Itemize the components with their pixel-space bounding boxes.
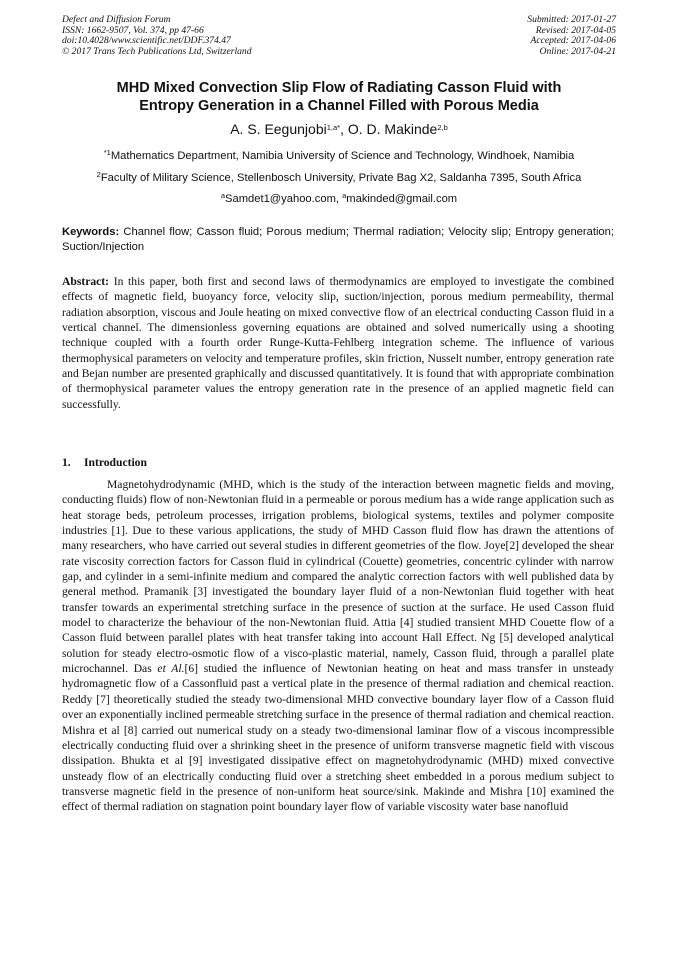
author-1: A. S. Eegunjobi [230, 121, 327, 137]
keywords-block [62, 225, 614, 255]
accepted-date: Accepted: 2017-04-06 [530, 35, 616, 47]
affiliation-1-marker: *1 [103, 148, 111, 157]
journal-header-left [62, 15, 252, 57]
affiliation-2 [30, 171, 648, 185]
email-a[interactable]: Samdet1@yahoo.com, [225, 193, 343, 205]
doi-line[interactable]: doi:10.4028/www.scientific.net/DDF.374.47 [62, 35, 231, 47]
email-b-marker: a [342, 191, 347, 200]
abstract-block [62, 274, 614, 412]
keywords-label: Keywords: [62, 226, 120, 238]
introduction-body [62, 477, 614, 815]
intro-text-part-1: Magnetohydrodynamic (MHD, which is the study of the interaction between magnetic fields and moving, conducting fluids) flow of non-Newtonian fluid in a permeable or porous medium has a wide range application such as heat storage beds, petroleum processes, irrigation problems, biological systems, textiles and polymer composite industries [1]. Due to these various applications, the study of MHD Casson fluid flow has drawn the attentions of many researchers, who have carried out several studies in different geometries of the flow. Joye[2] developed the shear rate viscosity correction factors for Casson fluid in cylindrical (Couette) geometries, concentric cylinder with narrow gap, and cylinder in a semi-infinite medium and compared the analytic correction factors with well published data by general method. Pramanik [3] investigated the boundary layer fluid of a non-Newtonian fluid together with heat transfer towards an experimental stretching surface in the presence of suction at the surface. He used Casson fluid model to characterize the behaviour of the non-Newtonian fluid. Attia [4] studied transient MHD Couette flow of a Casson fluid between parallel plates with heat transfer taking into account Hall Effect. Ng [5] developed analytical solution for steady electro-osmotic flow of a visco-plastic material, namely, Casson fluid, through a parallel plate microchannel. Das [62, 478, 614, 676]
abstract-text: In this paper, both first and second laws of thermodynamics are employed to investigate the combined effects of magnetic field, buoyancy force, velocity slip, suction/injection, porous medium permeability, thermal radiation absorption, viscous and Joule heating on mixed convective flow of an electrical conducting Casson fluid in a vertical channel. The dimensionless governing equations are obtained and solved numerically using a shooting technique coupled with a fourth order Runge-Kutta-Fehlberg integration scheme. The influence of various thermophysical parameters on velocity and temperature profiles, skin friction, Nusselt number, entropy generation rate and Bejan number are presented graphically and discussed quantitatively. It is found that with appropriate combination of thermophysical parameter values the entropy generation rate in the presence of an applied magnetic field can successfully. [62, 275, 614, 411]
title-line-2: Entropy Generation in a Channel Filled with Porous Media [139, 98, 539, 114]
affiliation-2-text: Faculty of Military Science, Stellenbosch University, Private Bag X2, Saldanha 7395, South Africa [100, 172, 582, 184]
revised-date: Revised: 2017-04-05 [535, 24, 616, 36]
issn-line: ISSN: 1662-9507, Vol. 374, pp 47-66 [62, 24, 204, 36]
intro-text-part-2: [6] studied the influence of Newtonian heating on heat and mass transfer in unsteady hydromagnetic flow of a Cassonfluid past a vertical plate in the presence of thermal radiation and chemical reaction. Reddy [7] theoretically studied the steady two-dimensional MHD convective boundary layer flow of a Casson fluid over an exponentially inclined permeable stretching surface in the presence of thermal radiation and chemical reaction. Mishra et al [8] carried out numerical study on a steady two-dimensional laminar flow of a viscous incompressible electrically conducting fluid over a shrinking sheet in the presence of uniform transverse magnetic field with viscous dissipation. Bhukta et al [9] investigated dissipative effect on magnetohydrodynamic (MHD) mixed convective unsteady flow of an electrically conducting fluid over a stretching sheet embedded in a porous medium subject to transverse magnetic field in the presence of non-uniform heat source/sink. Makinde and Mishra [10] examined the effect of thermal radiation on stagnation point boundary layer flow of variable viscosity water base nanofluid [62, 662, 614, 814]
copyright-line: © 2017 Trans Tech Publications Ltd, Switzerland [62, 45, 252, 57]
author-list [40, 120, 638, 138]
abstract-label: Abstract: [62, 275, 110, 288]
keywords-text: Channel flow; Casson fluid; Porous medium; Thermal radiation; Velocity slip; Entropy generation; Suction/Injection [62, 226, 614, 253]
section-number: 1. [62, 456, 71, 469]
affiliation-2-marker: 2 [96, 170, 101, 179]
section-title: Introduction [84, 456, 147, 469]
section-heading [62, 455, 147, 470]
paper-title [40, 79, 638, 115]
email-b[interactable]: makinded@gmail.com [346, 193, 458, 205]
online-date: Online: 2017-04-21 [539, 45, 616, 57]
intro-et-al: et Al. [157, 662, 185, 676]
title-line-1: MHD Mixed Convection Slip Flow of Radiating Casson Fluid with [116, 80, 562, 96]
email-a-marker: a [220, 191, 226, 200]
submitted-date: Submitted: 2017-01-27 [527, 14, 616, 25]
affiliation-1 [30, 149, 648, 163]
affiliation-1-text: Mathematics Department, Namibia University of Science and Technology, Windhoek, Namibia [110, 150, 575, 162]
author-separator: , [340, 121, 348, 137]
author-2-marker: 2,b [437, 123, 448, 132]
author-2: O. D. Makinde [347, 121, 438, 137]
journal-name: Defect and Diffusion Forum [62, 14, 171, 25]
journal-header-right [527, 15, 616, 57]
author-emails [30, 192, 648, 206]
author-1-marker: 1,a* [326, 123, 341, 132]
